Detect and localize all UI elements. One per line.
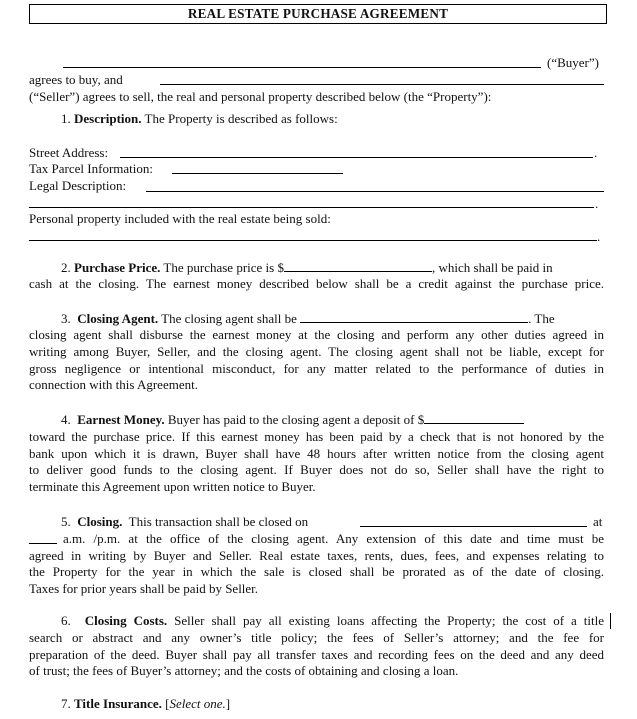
section-5-text-a: This transaction shall be closed on [128, 514, 309, 529]
section-2-title: Purchase Price. [74, 260, 161, 275]
section-5-line-1a [61, 514, 308, 530]
section-4-number: 4. [61, 412, 71, 427]
section-5-line-5: Taxes for prior years shall be paid by Seller. [29, 581, 259, 596]
section-2-line-2: cash at the closing. The earnest money described below shall be a credit against the purchase price. [29, 276, 604, 291]
section-3-line-2: closing agent shall disburse the earnest money at the closing and perform any other duties agreed in [29, 327, 604, 342]
section-1-number: 1. [61, 111, 71, 126]
section-6-number: 6. [61, 613, 71, 628]
section-6-text-a: Seller shall pay all existing loans affecting the Property; the cost of a title [174, 613, 605, 628]
section-4-line-5: terminate this Agreement upon written notice to Buyer. [29, 479, 316, 494]
section-3-text-a: The closing agent shall be [161, 311, 297, 326]
section-4-line-1 [61, 412, 524, 428]
personal-property-period: . [597, 229, 601, 244]
legal-description-blank-2[interactable] [29, 207, 594, 208]
tax-parcel-label: Tax Parcel Information: [29, 161, 153, 176]
section-5-line-2: a.m. /p.m. at the office of the closing agent. Any extension of this date and time must be [63, 531, 604, 546]
legal-description-blank-1[interactable] [146, 191, 604, 192]
section-4-text-a: Buyer has paid to the closing agent a deposit of $ [167, 412, 425, 427]
section-2-number: 2. [61, 260, 71, 275]
purchase-price-blank[interactable] [284, 260, 432, 272]
section-5-line-4: the Property for the year in which the sale is closed shall be prorated as of the date of closing. [29, 564, 604, 579]
section-6-line-1 [61, 613, 604, 629]
buyer-name-blank[interactable] [63, 67, 541, 68]
legal-description-label: Legal Description: [29, 178, 127, 193]
section-7-title: Title Insurance. [74, 696, 162, 711]
seller-name-blank[interactable] [160, 84, 604, 85]
section-2-text-a: The purchase price is $ [163, 260, 284, 275]
deposit-amount-blank[interactable] [424, 412, 524, 424]
section-1-heading [61, 111, 338, 127]
section-5-title: Closing. [77, 514, 123, 529]
personal-property-blank[interactable] [29, 240, 597, 241]
section-3-title: Closing Agent. [77, 311, 159, 326]
section-4-line-3: bank upon which it is drawn, Buyer shall have 48 hours after written notice from the closing agent [29, 446, 604, 461]
section-3-line-3: writing among Buyer, Seller, and the closing agent. The closing agent shall not be liable, except for [29, 344, 604, 359]
street-address-period: . [594, 145, 598, 160]
personal-property-label: Personal property included with the real estate being sold: [29, 211, 331, 226]
section-1-text: The Property is described as follows: [144, 111, 338, 126]
street-address-label: Street Address: [29, 145, 109, 160]
closing-time-blank[interactable] [29, 543, 57, 544]
section-6-line-2: search or abstract and any owner’s title policy; the fees of Seller’s attorney; and the fee for [29, 630, 604, 645]
section-4-line-4: to deliver good funds to the closing agent. If Buyer does not do so, Seller shall have the right to [29, 462, 604, 477]
section-6-line-3: preparation of the deed. Buyer shall pay all transfer taxes and recording fees on the deed and any deed [29, 647, 604, 662]
section-4-title: Earnest Money. [77, 412, 165, 427]
closing-agent-blank[interactable] [300, 311, 528, 323]
section-2-text-b: , which shall be paid in [431, 260, 553, 275]
section-2-line-1 [61, 260, 553, 276]
tax-parcel-blank[interactable] [172, 173, 343, 174]
section-1-title: Description. [74, 111, 142, 126]
document-title: REAL ESTATE PURCHASE AGREEMENT [29, 4, 607, 24]
section-3-line-4: gross negligence or intentional misconduct, for any matter related to the performance of duties in [29, 361, 604, 376]
section-3-line-5: connection with this Agreement. [29, 377, 198, 392]
section-5-line-3: agreed in writing by Buyer and Seller. Real estate taxes, rents, dues, fees, and expenses relating to [29, 548, 604, 563]
section-7-number: 7. [61, 696, 71, 711]
section-3-line-1 [61, 311, 555, 327]
section-3-text-b: . The [528, 311, 555, 326]
section-5-number: 5. [61, 514, 71, 529]
seller-agrees-text: (“Seller”) agrees to sell, the real and personal property described below (the “Property”): [29, 89, 492, 104]
section-7-line-1: 7. Title Insurance. [Select one.] [61, 696, 231, 711]
section-5-text-b: at [593, 514, 603, 529]
agrees-to-buy-text: agrees to buy, and [29, 72, 123, 87]
legal-description-period: . [595, 196, 599, 211]
section-7-select-note: Select one. [169, 696, 226, 711]
street-address-blank[interactable] [120, 157, 593, 158]
section-6-title: Closing Costs. [84, 613, 168, 628]
section-6-line-4: of trust; the fees of Buyer’s attorney; and the costs of obtaining and closing a loan. [29, 663, 459, 678]
section-4-line-2: toward the purchase price. If this earnest money has been paid by a check that is not honored by the [29, 429, 604, 444]
buyer-suffix: (“Buyer”) [547, 55, 599, 70]
section-3-number: 3. [61, 311, 71, 326]
closing-date-blank[interactable] [360, 526, 587, 527]
text-cursor [610, 613, 611, 629]
